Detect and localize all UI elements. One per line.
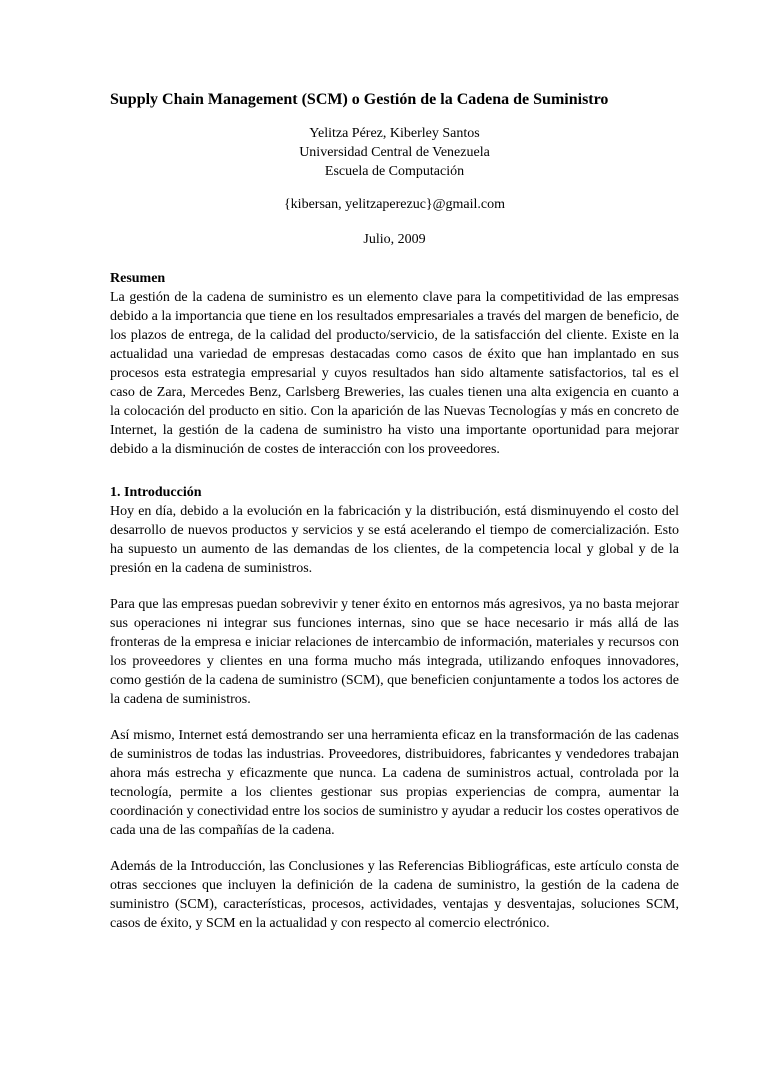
paper-title: Supply Chain Management (SCM) o Gestión de la Cadena de Suministro xyxy=(110,91,609,108)
affiliation: Universidad Central de Venezuela xyxy=(299,145,490,160)
intro-paragraph-1: Hoy en día, debido a la evolución en la fabricación y la distribución, está disminuyendo el costo del desarrollo de nuevos productos y servicios y se está acelerando el tiempo de comercialización. Esto ha supuesto un aumento de las demandas de los clientes, de la competencia local y global y de la presión en la cadena de suministros. xyxy=(110,504,679,576)
abstract-text: La gestión de la cadena de suministro es un elemento clave para la competitividad de las empresas debido a la importancia que tiene en los resultados empresariales a través del margen de beneficio, de los plazos de entrega, de la calidad del producto/servicio, de la satisfacción del cliente. Existe en la actualidad una variedad de empresas destacadas como casos de éxito que han implantado en sus procesos esta estrategia empresarial y cuyos resultados han sido altamente satisfactorios, tal es el caso de Zara, Mercedes Benz, Carlsberg Breweries, las cuales tienen una alta exigencia en cuanto a la colocación del producto en sitio. Con la aparición de las Nuevas Tecnologías y más en concreto de Internet, la gestión de la cadena de suministro ha visto una importante oportunidad para mejorar debido a la disminución de costes de interacción con los proveedores. xyxy=(110,290,679,457)
publication-date: Julio, 2009 xyxy=(363,232,426,247)
intro-paragraph-2: Para que las empresas puedan sobrevivir y tener éxito en entornos más agresivos, ya no basta mejorar sus operaciones ni integrar sus funciones internas, sino que se hace necesario ir más allá de las fronteras de la empresa e iniciar relaciones de intercambio de información, materiales y recursos con los proveedores y clientes en una forma mucho más integrada, utilizando enfoques innovadores, como gestión de la cadena de suministro (SCM), que beneficien conjuntamente a todos los actores de la cadena de suministros. xyxy=(110,597,679,707)
introduction-heading: 1. Introducción xyxy=(110,485,202,500)
authors: Yelitza Pérez, Kiberley Santos xyxy=(309,126,480,141)
author-block xyxy=(110,124,679,249)
intro-paragraph-3: Así mismo, Internet está demostrando ser una herramienta eficaz en la transformación de las cadenas de suministros de todas las industrias. Proveedores, distribuidores, fabricantes y vendedores trabajan ahora más estrecha y eficazmente que nunca. La cadena de suministros actual, controlada por la tecnología, permite a los clientes gestionar sus propias experiencias de compra, aumentar la coordinación y conectividad entre los socios de suministro y ayudar a reducir los costes operativos de cada una de las compañías de la cadena. xyxy=(110,728,679,838)
author-email: {kibersan, yelitzaperezuc}@gmail.com xyxy=(283,197,506,212)
paper-page xyxy=(110,90,679,933)
department: Escuela de Computación xyxy=(324,164,465,179)
abstract-heading: Resumen xyxy=(110,271,166,286)
intro-paragraph-4: Además de la Introducción, las Conclusiones y las Referencias Bibliográficas, este artículo consta de otras secciones que incluyen la definición de la cadena de suministro, la gestión de la cadena de suministro (SCM), características, procesos, actividades, ventajas y desventajas, soluciones SCM, casos de éxito, y SCM en la actualidad y con respecto al comercio electrónico. xyxy=(110,859,679,931)
